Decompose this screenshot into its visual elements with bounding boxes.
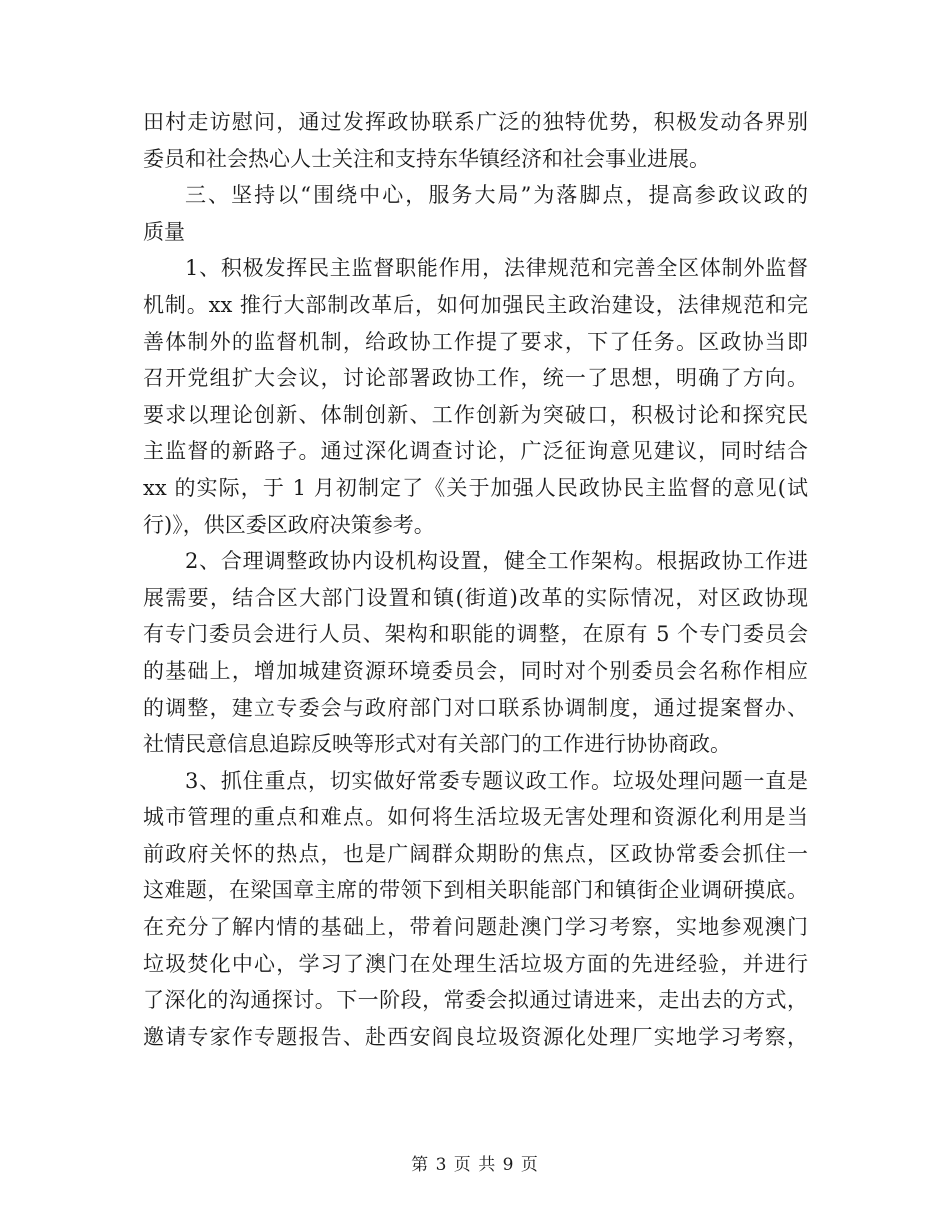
section-heading-line: 三、坚持以“围绕中心，服务大局”为落脚点，提高参政议政的 bbox=[185, 183, 808, 208]
paragraph-line: 城市管理的重点和难点。如何将生活垃圾无害处理和资源化利用是当 bbox=[143, 805, 808, 830]
paragraph-line: 1、积极发挥民主监督职能作用，法律规范和完善全区体制外监督 bbox=[185, 256, 808, 281]
paragraph-line: 展需要，结合区大部门设置和镇(街道)改革的实际情况，对区政协现 bbox=[143, 585, 808, 610]
paragraph-line: 召开党组扩大会议，讨论部署政协工作，统一了思想，明确了方向。 bbox=[143, 366, 808, 391]
paragraph-line: 2、合理调整政协内设机构设置，健全工作架构。根据政协工作进 bbox=[185, 549, 808, 574]
paragraph-line: 了深化的沟通探讨。下一阶段，常委会拟通过请进来，走出去的方式， bbox=[143, 988, 808, 1013]
paragraph-line: 的调整，建立专委会与政府部门对口联系协调制度，通过提案督办、 bbox=[143, 695, 808, 720]
paragraph-line: 3、抓住重点，切实做好常委专题议政工作。垃圾处理问题一直是 bbox=[185, 768, 808, 793]
document-body bbox=[143, 104, 808, 1055]
paragraph-line: 在充分了解内情的基础上，带着问题赴澳门学习考察，实地参观澳门 bbox=[143, 915, 808, 940]
paragraph-line: 的基础上，增加城建资源环境委员会，同时对个别委员会名称作相应 bbox=[143, 658, 808, 683]
paragraph-line: 要求以理论创新、体制创新、工作创新为突破口，积极讨论和探究民 bbox=[143, 402, 808, 427]
paragraph-line: 主监督的新路子。通过深化调查讨论，广泛征询意见建议，同时结合 bbox=[143, 439, 808, 464]
paragraph-line: 有专门委员会进行人员、架构和职能的调整，在原有 5 个专门委员会 bbox=[143, 622, 808, 647]
paragraph-line: 委员和社会热心人士关注和支持东华镇经济和社会事业进展。 bbox=[143, 146, 710, 171]
page-number-footer: 第 3 页 共 9 页 bbox=[411, 1155, 539, 1175]
paragraph-line: 这难题，在梁国章主席的带领下到相关职能部门和镇街企业调研摸底。 bbox=[143, 878, 808, 903]
paragraph-line: 前政府关怀的热点，也是广阔群众期盼的焦点，区政协常委会抓住一 bbox=[143, 841, 808, 866]
paragraph-line: 行)》，供区委区政府决策参考。 bbox=[143, 512, 435, 537]
paragraph-line: 垃圾焚化中心，学习了澳门在处理生活垃圾方面的先进经验，并进行 bbox=[143, 951, 808, 976]
paragraph-line: xx 的实际，于 1 月初制定了《关于加强人民政协民主监督的意见(试 bbox=[143, 475, 808, 500]
paragraph-line: 善体制外的监督机制，给政协工作提了要求，下了任务。区政协当即 bbox=[143, 329, 808, 354]
paragraph-line: 社情民意信息追踪反映等形式对有关部门的工作进行协协商政。 bbox=[143, 732, 731, 757]
paragraph-line: 邀请专家作专题报告、赴西安阎良垃圾资源化处理厂实地学习考察， bbox=[143, 1024, 808, 1049]
paragraph-line: 田村走访慰问，通过发挥政协联系广泛的独特优势，积极发动各界别 bbox=[143, 110, 808, 134]
paragraph-line: 机制。xx 推行大部制改革后，如何加强民主政治建设，法律规范和完 bbox=[143, 292, 808, 317]
section-heading-line: 质量 bbox=[143, 219, 185, 244]
